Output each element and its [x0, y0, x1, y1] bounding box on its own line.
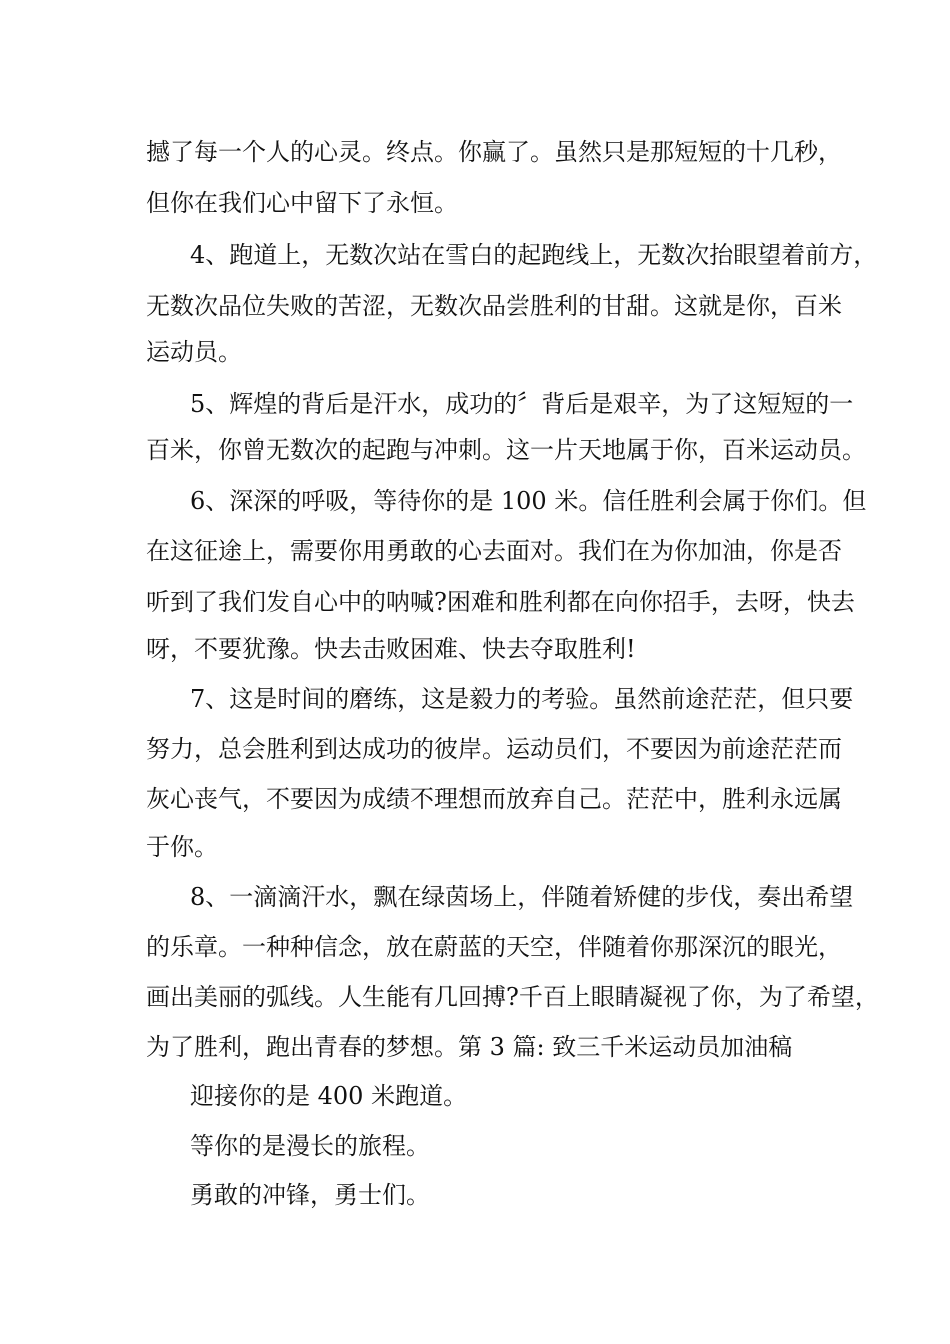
text-line: 但你在我们心中留下了永恒。	[146, 189, 458, 217]
text-line: 呀，不要犹豫。快去击败困难、快去夺取胜利!	[146, 635, 636, 663]
text-line: 在这征途上，需要你用勇敢的心去面对。我们在为你加油，你是否	[146, 537, 842, 565]
text-line: 画出美丽的弧线。人生能有几回搏?千百上眼睛凝视了你，为了希望，	[146, 983, 879, 1011]
text-line: 勇敢的冲锋，勇士们。	[190, 1181, 430, 1209]
text-line: 努力，总会胜利到达成功的彼岸。运动员们，不要因为前途茫茫而	[146, 735, 842, 763]
text-line: 4、跑道上，无数次站在雪白的起跑线上，无数次抬眼望着前方，	[190, 241, 878, 269]
text-line: 运动员。	[146, 338, 242, 366]
text-line: 等你的是漫长的旅程。	[190, 1132, 430, 1160]
text-line: 8、一滴滴汗水，飘在绿茵场上，伴随着矫健的步伐，奏出希望	[190, 883, 854, 911]
text-line: 为了胜利，跑出青春的梦想。第 3 篇: 致三千米运动员加油稿	[146, 1033, 793, 1061]
text-line: 于你。	[146, 833, 218, 861]
text-line: 撼了每一个人的心灵。终点。你赢了。虽然只是那短短的十几秒，	[146, 138, 842, 166]
text-line: 的乐章。一种种信念，放在蔚蓝的天空，伴随着你那深沉的眼光，	[146, 933, 842, 961]
text-line: 灰心丧气，不要因为成绩不理想而放弃自己。茫茫中，胜利永远属	[146, 785, 842, 813]
text-line: 迎接你的是 400 米跑道。	[190, 1082, 468, 1110]
text-line: 7、这是时间的磨练，这是毅力的考验。虽然前途茫茫，但只要	[190, 685, 854, 713]
text-line: 5、辉煌的背后是汗水，成功的〞背后是艰辛，为了这短短的一	[190, 390, 854, 418]
text-line: 6、深深的呼吸，等待你的是 100 米。信任胜利会属于你们。但	[190, 487, 867, 515]
text-line: 无数次品位失败的苦涩，无数次品尝胜利的甘甜。这就是你，百米	[146, 292, 842, 320]
text-line: 百米，你曾无数次的起跑与冲刺。这一片天地属于你，百米运动员。	[146, 436, 866, 464]
text-line: 听到了我们发自心中的呐喊?困难和胜利都在向你招手，去呀，快去	[146, 588, 855, 616]
